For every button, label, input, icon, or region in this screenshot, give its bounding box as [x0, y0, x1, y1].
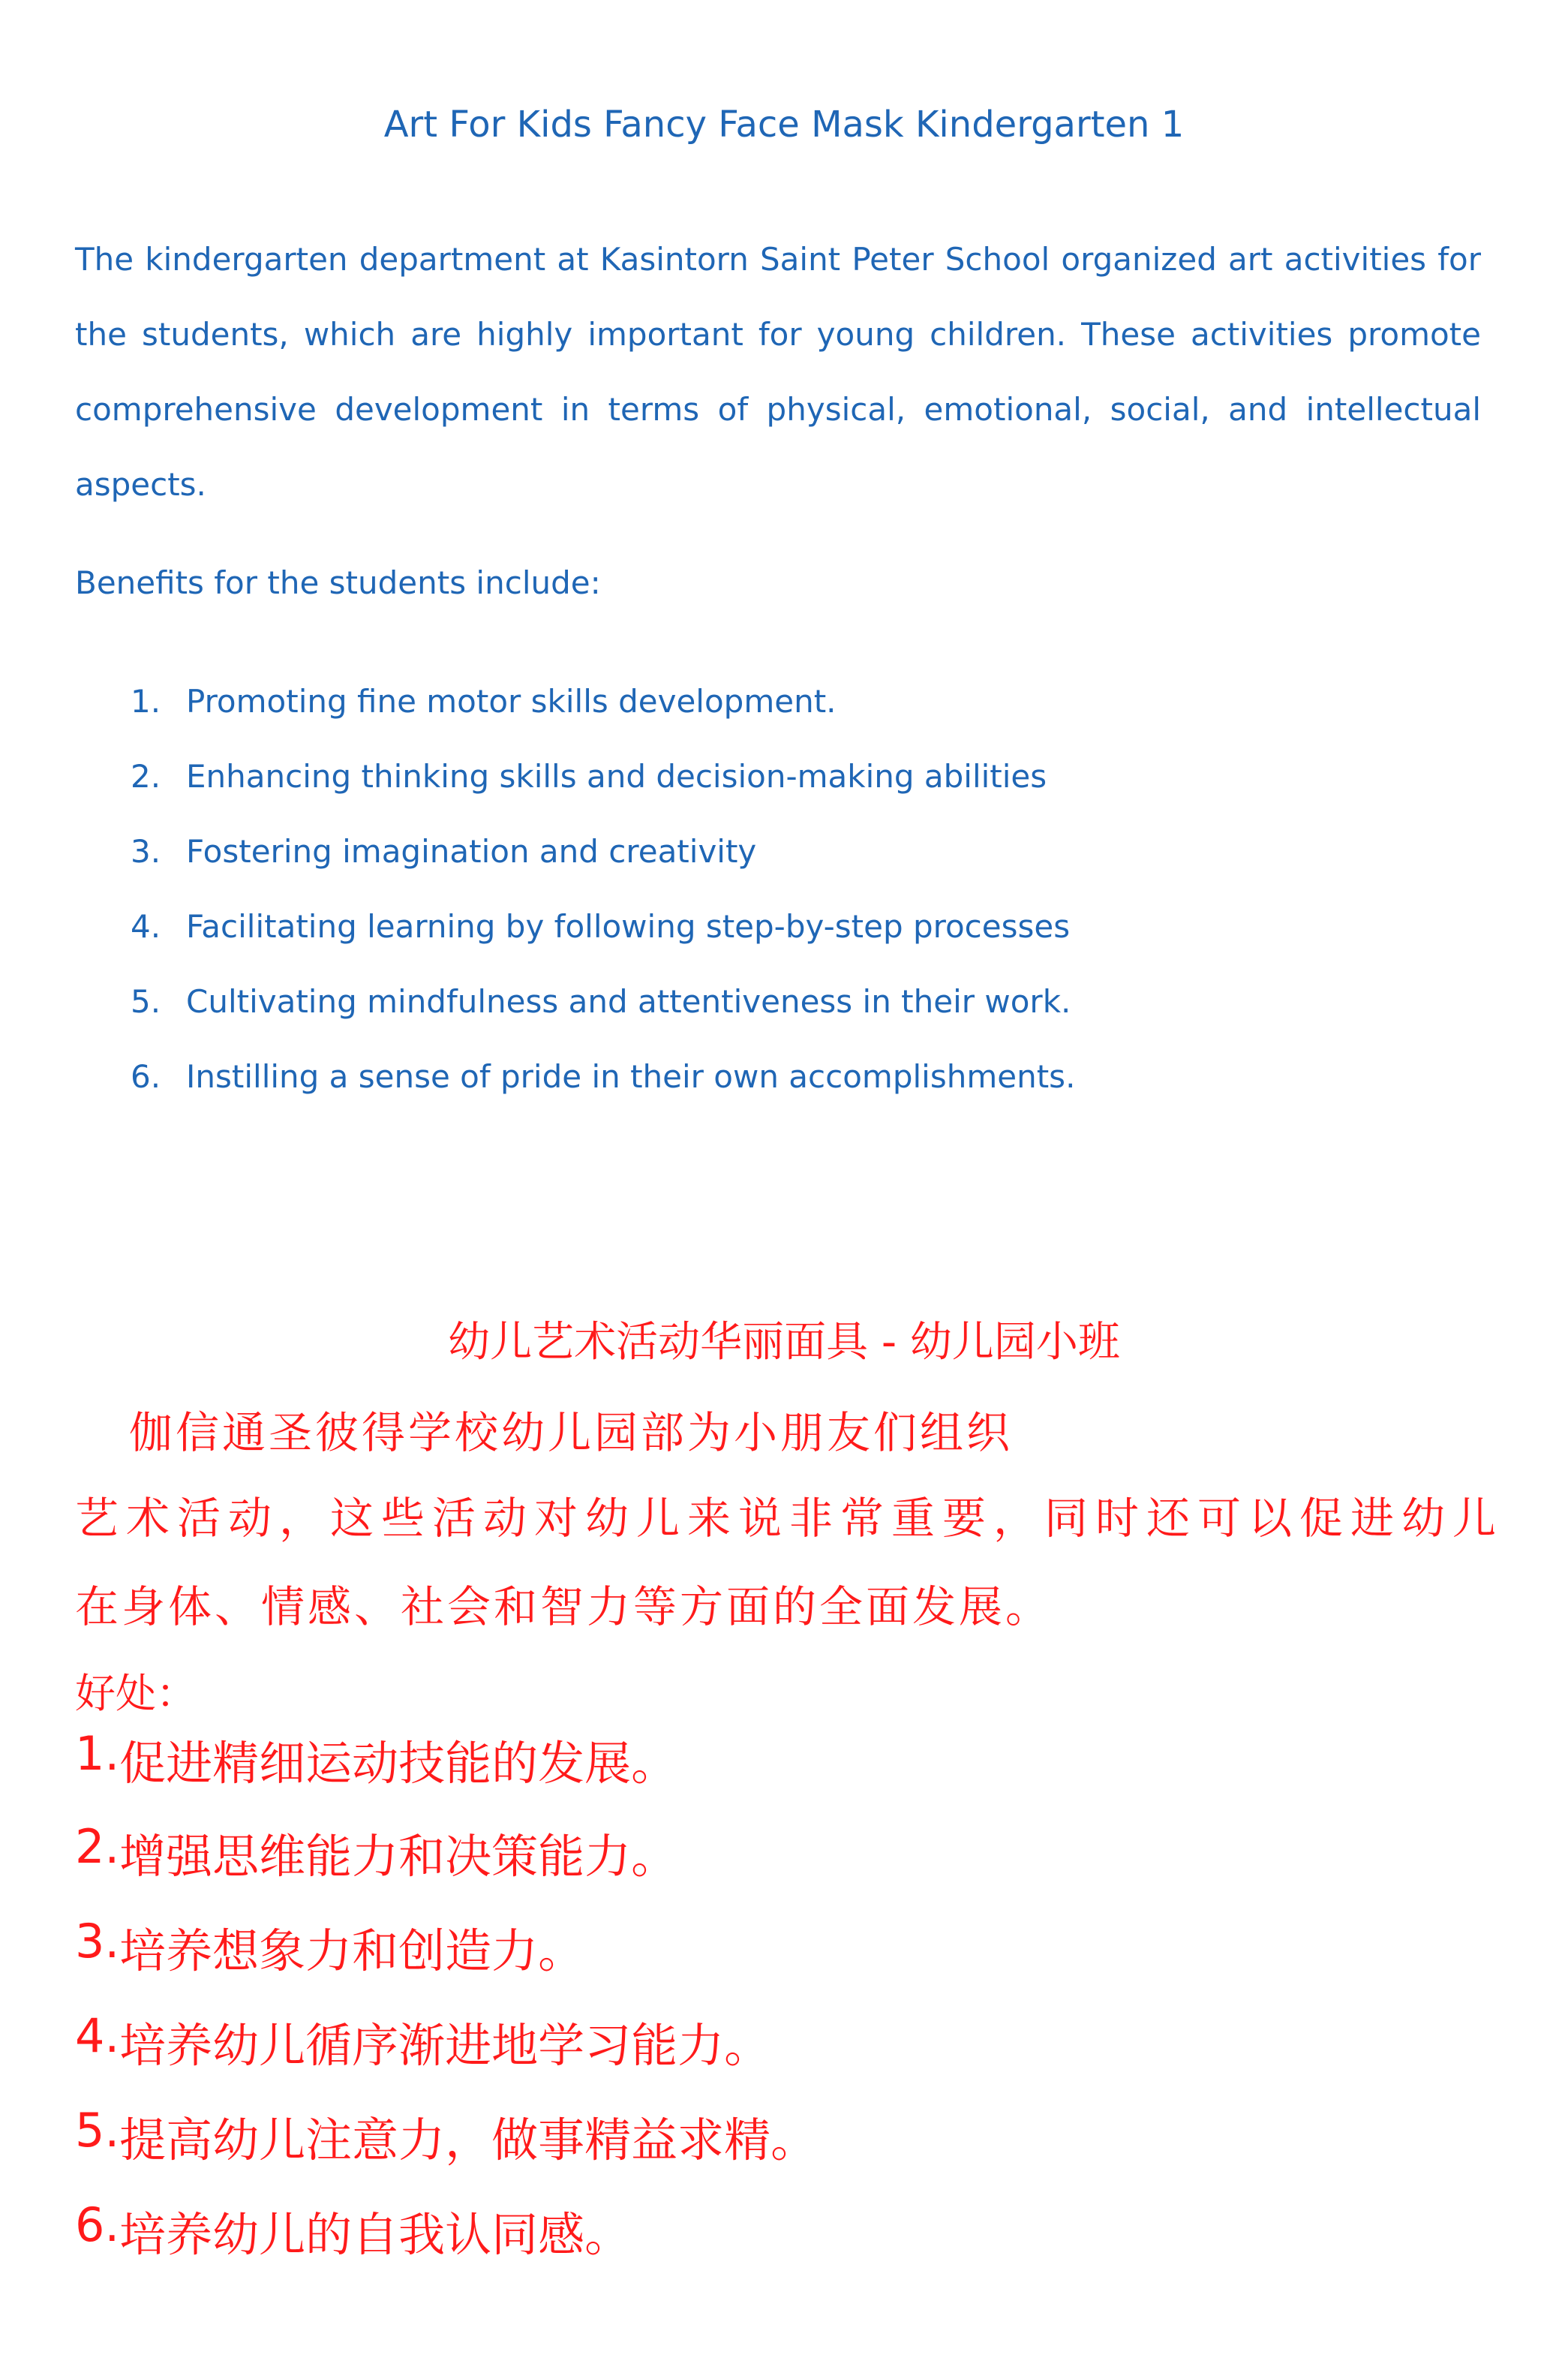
- chinese-title: 幼儿艺术活动华丽面具 - 幼儿园小班: [448, 1318, 1120, 1367]
- list-text: Enhancing thinking skills and decision-making abilities: [186, 758, 1047, 795]
- english-title: Art For Kids Fancy Face Mask Kindergarten 1: [383, 104, 1185, 146]
- list-number: 3.: [131, 833, 161, 870]
- list-number: 5.: [131, 983, 161, 1020]
- chinese-benefit-item: [75, 1726, 677, 1793]
- list-text: 培养想象力和创造力。: [119, 1923, 585, 1978]
- list-number: 6.: [75, 2197, 120, 2252]
- list-number: 6.: [131, 1058, 161, 1095]
- chinese-paragraph-line-1: 伽信通圣彼得学校幼儿园部为小朋友们组织: [129, 1407, 1014, 1458]
- list-text: 培养幼儿循序渐进地学习能力。: [119, 2018, 771, 2073]
- list-text: Instilling a sense of pride in their own accomplishments.: [186, 1058, 1076, 1095]
- list-text: 提高幼儿注意力，做事精益求精。: [119, 2113, 818, 2167]
- chinese-benefits-heading: 好处：: [75, 1670, 197, 1717]
- english-benefit-item: [131, 683, 837, 720]
- list-text: 增强思维能力和决策能力。: [119, 1829, 678, 1884]
- list-text: 促进精细运动技能的发展。: [119, 1736, 678, 1791]
- chinese-benefit-item: [75, 1914, 584, 1981]
- list-number: 4.: [75, 2008, 120, 2063]
- list-number: 2.: [75, 1819, 120, 1874]
- english-benefit-item: [131, 908, 1070, 945]
- chinese-paragraph-line-2: 艺术活动，这些活动对幼儿来说非常重要，同时还可以促进幼儿: [75, 1493, 1504, 1544]
- list-text: Fostering imagination and creativity: [186, 833, 757, 870]
- list-number: 5.: [75, 2103, 120, 2158]
- english-benefits-heading: Benefits for the students include:: [75, 564, 601, 601]
- list-text: Facilitating learning by following step-by-step processes: [186, 908, 1071, 945]
- list-number: 4.: [131, 908, 161, 945]
- chinese-benefit-item: [75, 2103, 817, 2170]
- chinese-benefit-item: [75, 2197, 631, 2264]
- chinese-paragraph-line-3: 在身体、情感、社会和智力等方面的全面发展。: [75, 1581, 1053, 1632]
- list-number: 3.: [75, 1914, 120, 1969]
- english-benefit-item: [131, 983, 1071, 1020]
- chinese-benefit-item: [75, 2008, 770, 2075]
- list-number: 2.: [131, 758, 161, 795]
- list-text: Promoting fine motor skills development.: [186, 683, 837, 720]
- chinese-benefit-item: [75, 1819, 677, 1886]
- list-number: 1.: [131, 683, 161, 720]
- english-benefit-item: [131, 758, 1047, 795]
- english-intro-paragraph: The kindergarten department at Kasintorn Saint Peter School organized art activities for the students, which are highly important for young children. These activities promote comprehensive development in terms of physical, emotional, social, and intellectual aspects.: [75, 241, 1481, 503]
- list-number: 1.: [75, 1726, 120, 1781]
- list-text: 培养幼儿的自我认同感。: [119, 2207, 632, 2262]
- list-text: Cultivating mindfulness and attentiveness in their work.: [186, 983, 1071, 1020]
- english-benefit-item: [131, 1058, 1075, 1095]
- english-benefit-item: [131, 833, 756, 870]
